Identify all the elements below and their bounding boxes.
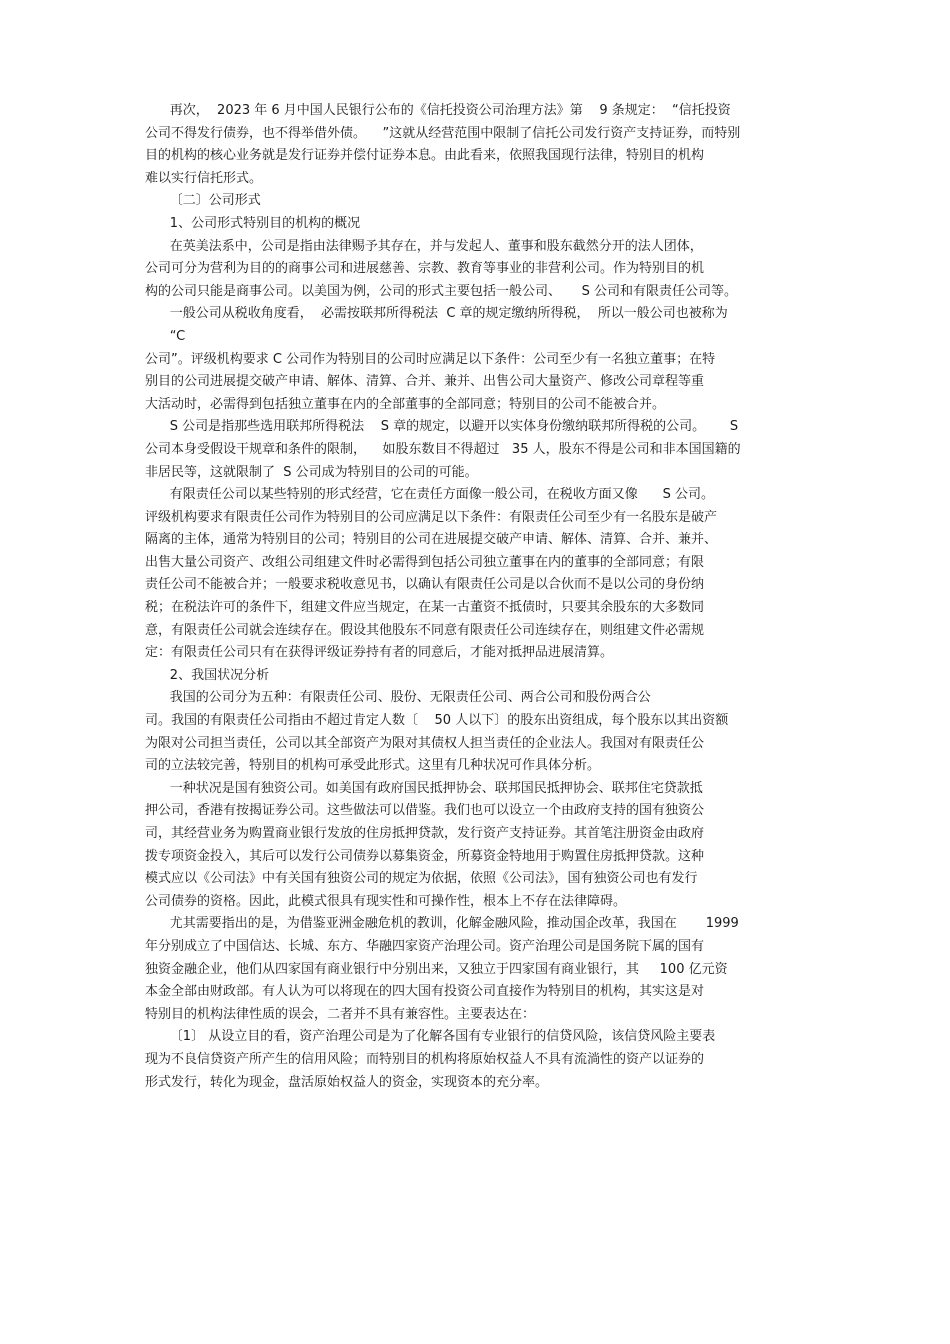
text-line: 评级机构要求有限责任公司作为特别目的公司应满足以下条件：有限责任公司至少有一名股东是破产 <box>145 509 718 525</box>
text-line: 我国的公司分为五种：有限责任公司、股份、无限责任公司、两合公司和股份两合公 <box>145 690 651 706</box>
text-line: 拨专项资金投入，其后可以发行公司债券以募集资金，所募资金特地用于购置住房抵押贷款。这种 <box>145 848 705 864</box>
text-line: 特别目的机构法律性质的误会，二者并不具有兼容性。主要表达在： <box>145 1006 536 1022</box>
text-line: 出售大量公司资产、改组公司组建文件时必需得到包括公司独立董事在内的董事的全部同意；有限 <box>145 554 705 570</box>
text-line: 现为不良信贷资产所产生的信用风险；而特别目的机构将原始权益人不具有流淌性的资产以证券的 <box>145 1051 705 1067</box>
text-line: 尤其需要指出的是，为借鉴亚洲金融危机的教训，化解金融风险，推动国企改革，我国在 1999 <box>145 916 739 932</box>
text-line: 有限责任公司以某些特别的形式经营，它在责任方面像一般公司，在税收方面又像 S 公司。 <box>145 487 714 503</box>
text-line: 公司债券的资格。因此，此模式很具有现实性和可操作性，根本上不存在法律障碍。 <box>145 893 627 909</box>
text-line: 司。我国的有限责任公司指由不超过肯定人数〔 50 人以下〕的股东出资组成，每个股东以其出资额 <box>145 713 729 729</box>
text-line: 一种状况是国有独资公司。如美国有政府国民抵押协会、联邦国民抵押协会、联邦住宅贷款抵 <box>145 780 703 796</box>
text-line: 公司可分为营利为目的的商事公司和进展慈善、宗教、教育等事业的非营利公司。作为特别目的机 <box>145 261 705 277</box>
text-line: 〔1〕 从设立目的看，资产治理公司是为了化解各国有专业银行的信贷风险，该信贷风险主要表 <box>145 1029 716 1045</box>
text-line: 再次， 2023 年 6 月中国人民银行公布的《信托投资公司治理方法》第 9 条规定： “信托投资 <box>145 103 731 118</box>
text-line: “C <box>145 328 186 344</box>
text-line: 为限对公司担当责任，公司以其全部资产为限对其债权人担当责任的企业法人。我国对有限责任公 <box>145 735 705 751</box>
text-line: 2、我国状况分析 <box>145 667 270 683</box>
text-line: 模式应以《公司法》中有关国有独资公司的规定为依据，依照《公司法》，国有独资公司也有发行 <box>145 871 698 887</box>
text-line: 构的公司只能是商事公司。以美国为例，公司的形式主要包括一般公司、 S 公司和有限责任公司等。 <box>145 283 738 299</box>
document-body <box>145 100 810 1094</box>
text-line: 司的立法较完善，特别目的机构可承受此形式。这里有几种状况可作具体分析。 <box>145 758 601 774</box>
text-line: 独资金融企业，他们从四家国有商业银行中分别出来，又独立于四家国有商业银行，其 100 亿元资 <box>145 961 728 977</box>
text-line: 司，其经营业务为购置商业银行发放的住房抵押贷款，发行资产支持证券。其首笔注册资金由政府 <box>145 826 705 841</box>
text-line: 形式发行，转化为现金，盘活原始权益人的资金，实现资本的充分率。 <box>145 1074 549 1090</box>
text-line: 税；在税法许可的条件下，组建文件应当规定，在某一古董资不抵债时，只要其余股东的大多数同 <box>145 600 705 616</box>
text-line: 定：有限责任公司只有在获得评级证券持有者的同意后，才能对抵押品进展清算。 <box>145 645 614 661</box>
text-line: 公司本身受假设干规章和条件的限制， 如股东数目不得超过 35 人，股东不得是公司和非本国国籍的 <box>145 441 741 457</box>
text-line: 公司不得发行债券，也不得举借外债。 ”这就从经营范围中限制了信托公司发行资产支持证券，而特别 <box>145 125 741 141</box>
text-line: 一般公司从税收角度看， 必需按联邦所得税法 C 章的规定缴纳所得税， 所以一般公司也被称为 <box>145 306 728 322</box>
text-line: 押公司，香港有按揭证券公司。这些做法可以借鉴。我们也可以设立一个由政府支持的国有独资公 <box>145 803 705 819</box>
text-line: 意，有限责任公司就会连续存在。假设其他股东不同意有限责任公司连续存在，则组建文件必需规 <box>145 622 705 638</box>
text-line: 隔离的主体，通常为特别目的公司；特别目的公司在进展提交破产申请、解体、清算、合并、兼并、 <box>145 532 718 548</box>
text-line: 年分别成立了中国信达、长城、东方、华融四家资产治理公司。资产治理公司是国务院下属的国有 <box>145 938 705 954</box>
text-line: S 公司是指那些选用联邦所得税法 S 章的规定，以避开以实体身份缴纳联邦所得税的公司。 S <box>145 419 739 435</box>
text-line: 难以实行信托形式。 <box>145 170 263 186</box>
text-line: 〔二〕公司形式 <box>145 193 261 209</box>
text-line: 在英美法系中，公司是指由法律赐予其存在，并与发起人、董事和股东截然分开的法人团体， <box>145 238 703 254</box>
text-line: 1、公司形式特别目的机构的概况 <box>145 215 361 231</box>
text-line: 目的机构的核心业务就是发行证券并偿付证券本息。由此看来，依照我国现行法律，特别目的机构 <box>145 148 705 164</box>
text-line: 公司”。评级机构要求 C 公司作为特别目的公司时应满足以下条件：公司至少有一名独立董事；在特 <box>145 351 716 367</box>
text-line: 责任公司不能被合并；一般要求税收意见书，以确认有限责任公司是以合伙而不是以公司的身份纳 <box>145 577 705 593</box>
text-line: 大活动时，必需得到包括独立董事在内的全部董事的全部同意；特别目的公司不能被合并。 <box>145 396 666 412</box>
text-line: 本金全部由财政部。有人认为可以将现在的四大国有投资公司直接作为特别目的机构，其实这是对 <box>145 984 705 1000</box>
text-line: 别目的公司进展提交破产申请、解体、清算、合并、兼并、出售公司大量资产、修改公司章程等重 <box>145 374 705 390</box>
text-line: 非居民等，这就限制了 S 公司成为特别目的公司的可能。 <box>145 464 478 480</box>
